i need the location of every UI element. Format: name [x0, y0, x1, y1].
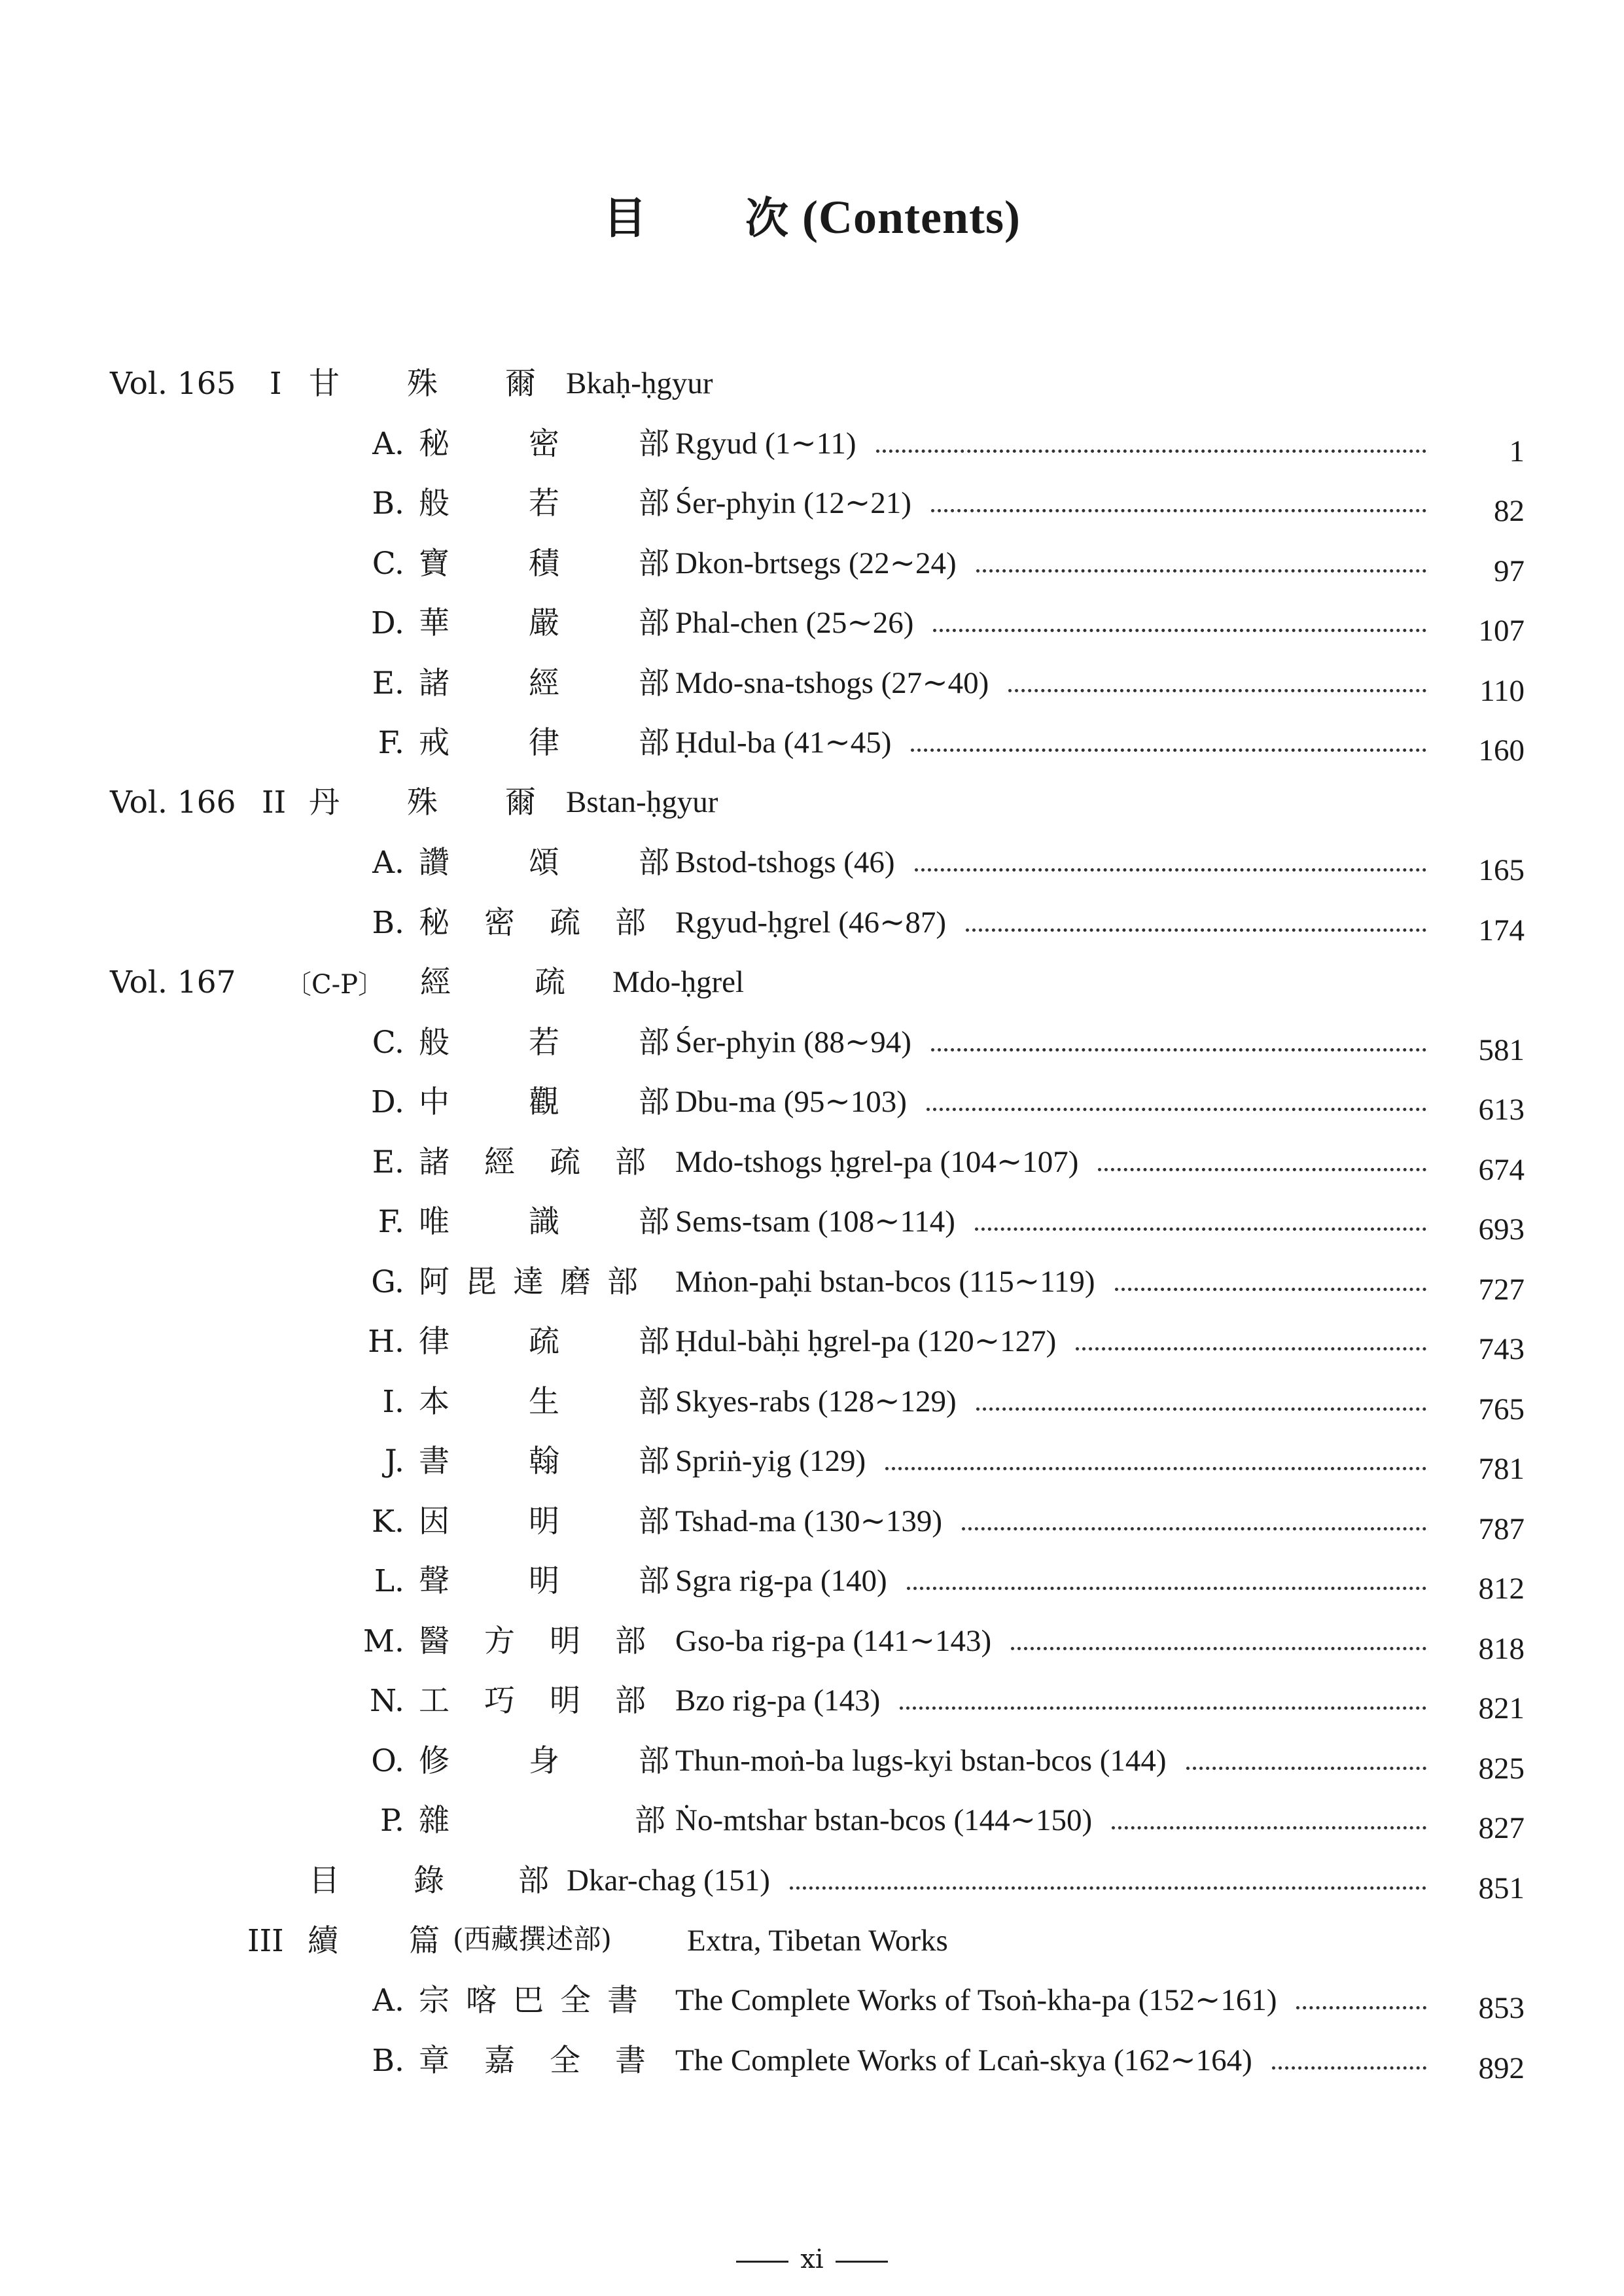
section-name-cjk: [419, 845, 669, 881]
page-title: [0, 183, 1624, 245]
section-name-cjk: [419, 2043, 646, 2079]
cjk-char: 部: [607, 1264, 638, 1300]
cjk-char: 工: [419, 1683, 450, 1719]
section-numeral: I: [270, 366, 282, 402]
cjk-char: 續: [308, 1923, 338, 1959]
cjk-char: 嚴: [529, 605, 559, 641]
leader-dots: [1296, 2004, 1426, 2009]
cjk-char: 經: [529, 665, 559, 701]
cjk-char: 部: [639, 1563, 669, 1599]
section-name-tibetan: Mdo-ḥgrel: [612, 965, 745, 999]
volume-label: Vol. 167: [110, 964, 236, 1000]
leader-dots: [915, 866, 1426, 872]
cjk-char: 密: [529, 426, 559, 462]
cjk-char: 巧: [484, 1683, 515, 1719]
cjk-char: 嘉: [484, 2043, 515, 2079]
cjk-char: 密: [484, 905, 515, 941]
cjk-char: 疏: [535, 964, 565, 1000]
section-name-cjk: [309, 366, 536, 402]
section-name-tibetan: The Complete Works of Lcaṅ-skya (162∼164): [675, 2043, 1252, 2077]
cjk-char: 書: [607, 1983, 638, 2019]
subsection-letter: B.: [372, 486, 404, 521]
toc-row[interactable]: [0, 1365, 1624, 1426]
section-name-tibetan: Extra, Tibetan Works: [687, 1924, 948, 1958]
section-name-tibetan: Dbu-ma (95∼103): [675, 1085, 907, 1119]
cjk-char: 喀: [466, 1983, 497, 2019]
subsection-letter: F.: [378, 1204, 404, 1240]
cjk-char: 達: [513, 1264, 544, 1300]
page-number-ref: 613: [1478, 1093, 1525, 1127]
cjk-char: 疏: [529, 1324, 559, 1360]
leader-dots: [933, 626, 1426, 632]
cjk-char: 諸: [419, 1144, 450, 1180]
toc-row[interactable]: [0, 586, 1624, 648]
cjk-char: 部: [639, 605, 669, 641]
subsection-letter: B.: [372, 2043, 404, 2079]
section-name-cjk: [420, 964, 565, 1000]
cjk-char: 頌: [529, 845, 559, 881]
leader-dots: [876, 447, 1426, 453]
cjk-char: 部: [635, 1803, 665, 1839]
subsection-letter: L.: [374, 1563, 404, 1599]
cjk-char: 巴: [513, 1983, 544, 2019]
section-name-tibetan: The Complete Works of Tsoṅ-kha-pa (152∼161): [675, 1983, 1277, 2017]
cjk-char: 部: [639, 1504, 669, 1540]
toc-row[interactable]: [0, 2024, 1624, 2085]
cjk-char: 部: [639, 1025, 669, 1061]
cjk-char: 戒: [419, 725, 450, 761]
cjk-char: 疏: [550, 1144, 580, 1180]
leader-dots: [900, 1704, 1426, 1710]
subsection-letter: A.: [372, 1983, 404, 2019]
cjk-char: 爾: [505, 366, 536, 402]
cjk-char: 磨: [560, 1264, 591, 1300]
subsection-letter: A.: [372, 426, 404, 462]
section-name-cjk: [419, 1443, 669, 1479]
section-name-tibetan: Mṅon-paḥi bstan-bcos (115∼119): [675, 1265, 1095, 1299]
toc-row[interactable]: [0, 766, 1624, 821]
section-name-cjk: [419, 1204, 669, 1240]
cjk-char: 殊: [407, 366, 438, 402]
page-number-ref: 110: [1479, 674, 1525, 708]
section-name-tibetan: Śer-phyin (12∼21): [675, 486, 911, 520]
section-name-tibetan: Spriṅ-yig (129): [675, 1444, 866, 1478]
section-name-tibetan: Tshad-ma (130∼139): [675, 1504, 943, 1538]
leader-dots: [1115, 1285, 1426, 1291]
section-name-cjk: [419, 1743, 669, 1779]
section-name-tibetan: Dkon-brtsegs (22∼24): [675, 546, 957, 580]
subsection-letter: E.: [372, 665, 404, 701]
section-name-tibetan: Bzo rig-pa (143): [675, 1684, 881, 1718]
page-number-ref: 107: [1478, 614, 1525, 648]
toc-row[interactable]: [0, 1125, 1624, 1187]
cjk-char: 積: [529, 546, 559, 582]
section-name-tibetan: Mdo-sna-tshogs (27∼40): [675, 666, 989, 700]
toc-row[interactable]: [0, 1485, 1624, 1546]
cjk-char: 部: [639, 426, 669, 462]
page-number-ref: 743: [1478, 1332, 1525, 1366]
cjk-char: 部: [639, 845, 669, 881]
cjk-char: 明: [529, 1504, 559, 1540]
section-name-cjk: [419, 1563, 669, 1599]
cjk-char: 部: [615, 905, 646, 941]
toc-row[interactable]: [0, 1424, 1624, 1486]
page-number-ref: 892: [1478, 2051, 1525, 2085]
section-name-cjk: [419, 1264, 638, 1300]
page-number-ref: 827: [1478, 1811, 1525, 1845]
toc-row[interactable]: [0, 646, 1624, 708]
section-name-tibetan: Thun-moṅ-ba lugs-kyi bstan-bcos (144): [675, 1744, 1167, 1778]
cjk-char: 篇: [409, 1923, 440, 1959]
leader-dots: [966, 926, 1426, 932]
section-name-cjk: [419, 1683, 646, 1719]
cjk-char: 全: [550, 2043, 580, 2079]
subsection-letter: P.: [380, 1803, 404, 1839]
leader-dots: [1112, 1824, 1426, 1829]
cjk-char: 若: [529, 486, 559, 521]
cjk-char: 醫: [419, 1623, 450, 1659]
cjk-char: 書: [419, 1443, 450, 1479]
toc-row[interactable]: [0, 1065, 1624, 1127]
footer-dash-right: [836, 2261, 888, 2263]
cjk-char: 書: [615, 2043, 646, 2079]
leader-dots: [976, 567, 1426, 573]
cjk-char: 中: [419, 1084, 450, 1120]
cjk-char: 部: [639, 486, 669, 521]
section-name-tibetan: Ṅo-mtshar bstan-bcos (144∼150): [675, 1803, 1093, 1837]
cjk-char: 錄: [414, 1863, 444, 1899]
subsection-letter: A.: [372, 845, 404, 881]
section-name-tibetan: Rgyud (1∼11): [675, 427, 856, 461]
cjk-char: 丹: [309, 785, 340, 821]
toc-row[interactable]: [0, 1904, 1624, 1959]
subsection-letter: H.: [368, 1324, 404, 1360]
cjk-char: 部: [639, 1443, 669, 1479]
section-name-cjk: [419, 488, 669, 519]
toc-row[interactable]: [0, 1844, 1624, 1905]
page-number-ref: 812: [1478, 1572, 1525, 1606]
subsection-letter: M.: [362, 1623, 404, 1659]
toc-row[interactable]: [0, 945, 1624, 998]
page-number-ref: 781: [1478, 1452, 1525, 1486]
cjk-char: 本: [419, 1384, 450, 1420]
section-numeral: 〔C-P〕: [285, 970, 385, 1000]
section-name-cjk: [419, 546, 669, 582]
cjk-char: 經: [420, 964, 451, 1000]
cjk-char: 律: [529, 725, 559, 761]
page-number-ref: 818: [1478, 1632, 1525, 1666]
cjk-char: 翰: [529, 1443, 559, 1479]
section-name-cjk: [419, 1983, 638, 2019]
page-number-ref: 727: [1478, 1273, 1525, 1307]
cjk-char: 寶: [419, 546, 450, 582]
page-number-ref: 825: [1478, 1752, 1525, 1786]
cjk-char: 宗: [419, 1983, 450, 2019]
page-number-ref: 82: [1494, 494, 1525, 528]
toc-row[interactable]: [0, 527, 1624, 588]
toc-row[interactable]: [0, 706, 1624, 768]
toc-row[interactable]: [0, 1784, 1624, 1845]
subsection-letter: O.: [371, 1743, 404, 1779]
cjk-char: 聲: [419, 1563, 450, 1599]
section-name-tibetan: Phal-chen (25∼26): [675, 606, 914, 640]
cjk-char: 生: [529, 1384, 559, 1420]
page-number-ref: 787: [1478, 1512, 1525, 1546]
cjk-char: 部: [639, 546, 669, 582]
cjk-char: 部: [639, 1084, 669, 1120]
cjk-char: 方: [484, 1623, 515, 1659]
section-name-cjk: [419, 1623, 646, 1659]
section-name-tibetan: Sems-tsam (108∼114): [675, 1205, 955, 1239]
leader-dots: [927, 1105, 1426, 1111]
cjk-char: 律: [419, 1324, 450, 1360]
title-en: (Contents): [802, 191, 1021, 243]
toc-row[interactable]: [0, 1544, 1624, 1606]
cjk-char: 諸: [419, 665, 450, 701]
section-name-cjk: [419, 1504, 669, 1540]
cjk-char: 章: [419, 2043, 450, 2079]
page-number-ref: 851: [1478, 1871, 1525, 1905]
section-name-tibetan: Dkar-chag (151): [567, 1863, 770, 1898]
cjk-char: 觀: [529, 1084, 559, 1120]
leader-dots: [1011, 1644, 1426, 1650]
subsection-letter: I.: [382, 1384, 404, 1420]
title-cjk-2: 次: [745, 192, 790, 243]
cjk-char: 爾: [505, 785, 536, 821]
section-name-tibetan: Śer-phyin (88∼94): [675, 1025, 911, 1059]
cjk-char: 身: [529, 1743, 559, 1779]
cjk-char: 阿: [419, 1264, 450, 1300]
leader-dots: [931, 1046, 1426, 1051]
subsection-letter: C.: [372, 1025, 404, 1061]
section-name-tibetan: Mdo-tshogs ḥgrel-pa (104∼107): [675, 1145, 1079, 1179]
section-name-cjk: [309, 1863, 549, 1899]
cjk-char: 部: [639, 1204, 669, 1240]
leader-dots: [1098, 1165, 1426, 1171]
section-name-cjk: [419, 905, 646, 941]
page-number-ref: 165: [1478, 853, 1525, 887]
toc-row[interactable]: [0, 467, 1624, 528]
subsection-letter: N.: [369, 1683, 404, 1719]
page-number-ref: 821: [1478, 1691, 1525, 1725]
footer-dash-left: [736, 2261, 788, 2263]
section-name-tibetan: Rgyud-ḥgrel (46∼87): [675, 906, 947, 940]
leader-dots: [907, 1584, 1426, 1590]
cjk-char: 部: [639, 665, 669, 701]
toc-row[interactable]: [0, 1305, 1624, 1366]
toc-row[interactable]: [0, 1664, 1624, 1725]
section-name-cjk: [308, 1923, 612, 1959]
subsection-letter: F.: [378, 725, 404, 761]
cjk-char: 甘: [309, 366, 340, 402]
subsection-letter: C.: [372, 546, 404, 582]
cjk-char: 華: [419, 605, 450, 641]
page-number-ref: 581: [1478, 1033, 1525, 1067]
title-cjk-1: 目: [603, 192, 648, 243]
toc-row[interactable]: [0, 1185, 1624, 1246]
leader-dots: [1272, 2064, 1426, 2070]
page-number: xi: [800, 2244, 824, 2274]
toc-row[interactable]: [0, 347, 1624, 402]
subsection-letter: E.: [372, 1144, 404, 1180]
cjk-char: 般: [419, 1025, 450, 1061]
leader-dots: [790, 1884, 1426, 1890]
section-name-tibetan: Sgra rig-pa (140): [675, 1564, 887, 1598]
cjk-char: 部: [639, 1324, 669, 1360]
subsection-letter: J.: [384, 1443, 404, 1479]
cjk-char: 般: [419, 486, 450, 521]
cjk-char: 雜: [419, 1803, 450, 1839]
subsection-letter: D.: [371, 605, 404, 641]
section-name-cjk: [419, 725, 669, 761]
toc-row[interactable]: [0, 886, 1624, 947]
cjk-char: 部: [518, 1863, 549, 1899]
section-name-cjk: [309, 785, 536, 821]
cjk-char: 明: [550, 1623, 580, 1659]
toc-row[interactable]: [0, 1604, 1624, 1666]
subsection-letter: D.: [371, 1084, 404, 1120]
cjk-char: 疏: [550, 905, 580, 941]
cjk-char: 秘: [419, 905, 450, 941]
leader-dots: [885, 1464, 1426, 1470]
cjk-char: 秘: [419, 426, 450, 462]
page-number-ref: 693: [1478, 1212, 1525, 1246]
leader-dots: [1008, 686, 1426, 692]
leader-dots: [962, 1525, 1426, 1530]
section-name-tibetan: Skyes-rabs (128∼129): [675, 1385, 957, 1419]
section-name-tibetan: Bstod-tshogs (46): [675, 845, 895, 879]
section-name-cjk: [419, 1803, 665, 1839]
toc-row[interactable]: [0, 1964, 1624, 2025]
cjk-extra: (西藏撰述部): [453, 1923, 612, 1955]
cjk-char: 目: [309, 1863, 340, 1899]
cjk-char: 若: [529, 1025, 559, 1061]
toc-row[interactable]: [0, 1724, 1624, 1786]
section-name-cjk: [419, 665, 669, 701]
section-name-tibetan: Ḥdul-bàḥi ḥgrel-pa (120∼127): [675, 1324, 1057, 1358]
cjk-char: 因: [419, 1504, 450, 1540]
cjk-char: 部: [639, 1743, 669, 1779]
volume-label: Vol. 165: [110, 366, 236, 402]
leader-dots: [976, 1405, 1426, 1411]
page-number-ref: 1: [1509, 434, 1525, 468]
page-number-ref: 97: [1494, 554, 1525, 588]
cjk-char: 部: [639, 1384, 669, 1420]
section-name-tibetan: Bstan-ḥgyur: [566, 785, 718, 819]
section-name-cjk: [419, 1384, 669, 1420]
section-numeral: III: [247, 1923, 284, 1959]
volume-label: Vol. 166: [110, 785, 236, 821]
cjk-char: 唯: [419, 1204, 450, 1240]
cjk-char: 部: [615, 1683, 646, 1719]
cjk-char: 部: [639, 725, 669, 761]
section-name-cjk: [419, 1084, 669, 1120]
cjk-char: 部: [615, 1144, 646, 1180]
section-name-tibetan: Ḥdul-ba (41∼45): [675, 726, 892, 760]
section-name-cjk: [419, 426, 669, 462]
section-name-cjk: [419, 1144, 646, 1180]
cjk-char: 明: [550, 1683, 580, 1719]
leader-dots: [911, 746, 1426, 752]
page-number-ref: 853: [1478, 1991, 1525, 2025]
toc-row[interactable]: [0, 1006, 1624, 1067]
toc-row[interactable]: [0, 407, 1624, 468]
page-number-ref: 174: [1478, 913, 1525, 947]
section-name-tibetan: Gso-ba rig-pa (141∼143): [675, 1624, 992, 1658]
subsection-letter: B.: [372, 905, 404, 941]
cjk-char: 部: [615, 1623, 646, 1659]
toc-row[interactable]: [0, 1245, 1624, 1307]
leader-dots: [931, 506, 1426, 512]
cjk-char: 明: [529, 1563, 559, 1599]
subsection-letter: K.: [371, 1504, 404, 1540]
section-name-cjk: [419, 605, 669, 641]
subsection-letter: G.: [371, 1264, 404, 1300]
toc-row[interactable]: [0, 826, 1624, 887]
section-name-tibetan: Bkaḥ-ḥgyur: [566, 366, 713, 400]
cjk-char: 讚: [419, 845, 450, 881]
cjk-char: 殊: [407, 785, 438, 821]
leader-dots: [1186, 1764, 1426, 1770]
section-numeral: II: [262, 785, 287, 821]
cjk-char: 經: [484, 1144, 515, 1180]
page-number-ref: 765: [1478, 1392, 1525, 1426]
cjk-char: 毘: [466, 1264, 497, 1300]
section-name-cjk: [419, 1324, 669, 1360]
section-name-cjk: [419, 1025, 669, 1061]
page-number-ref: 674: [1478, 1153, 1525, 1187]
page-number-ref: 160: [1478, 733, 1525, 768]
cjk-char: 識: [529, 1204, 559, 1240]
leader-dots: [975, 1225, 1426, 1231]
cjk-char: 全: [560, 1983, 591, 2019]
leader-dots: [1076, 1345, 1426, 1351]
cjk-char: 修: [419, 1743, 450, 1779]
page-footer: [0, 2244, 1624, 2274]
